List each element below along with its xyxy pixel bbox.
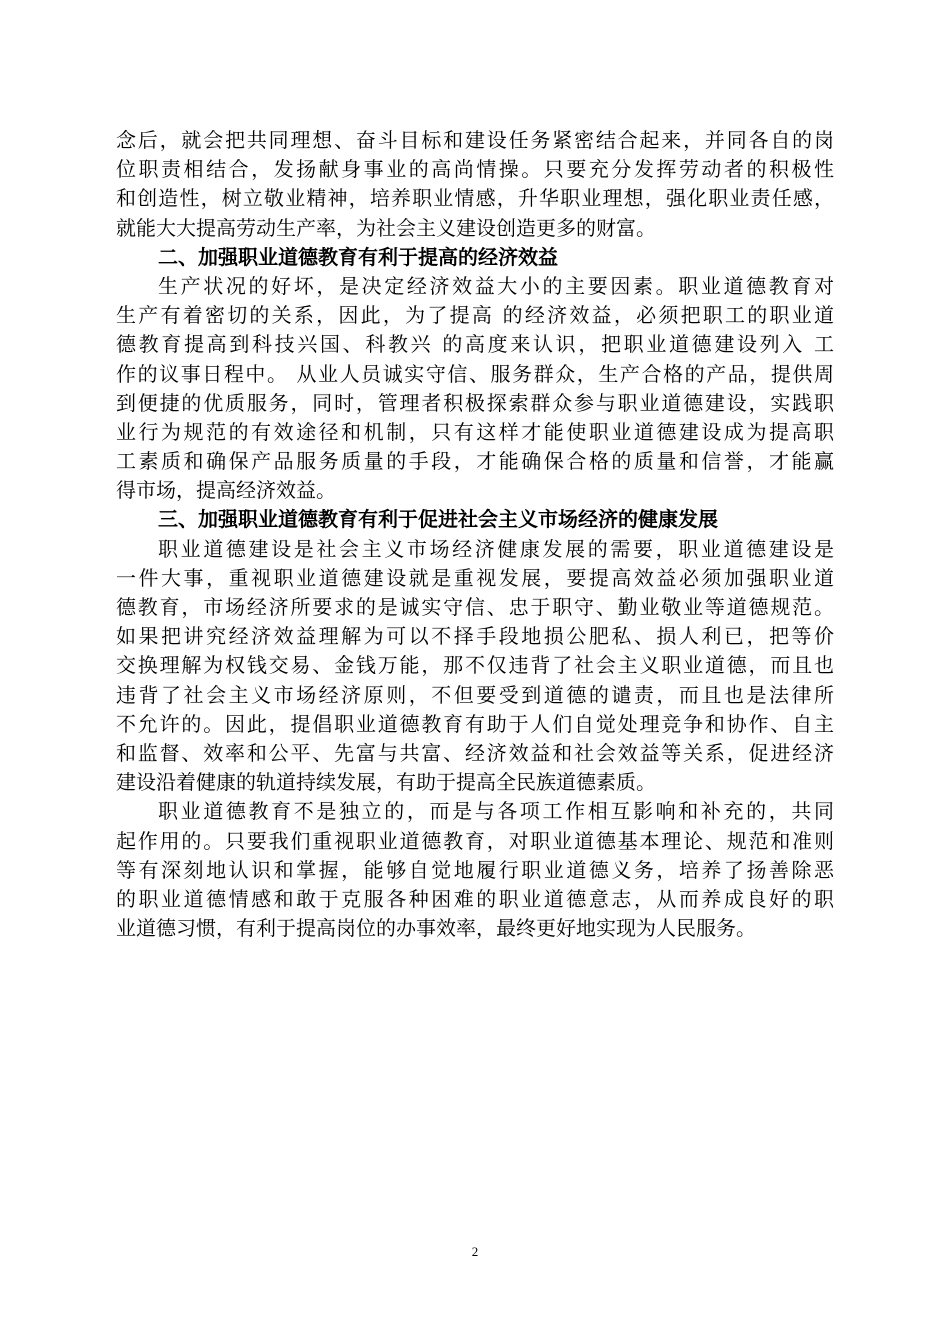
paragraph-line: 职业道德建设是社会主义市场经济健康发展的需要，职业道德建设是: [158, 536, 834, 561]
paragraph-line: 德教育提高到科技兴国、科教兴 的高度来认识，把职业道德建设列入 工: [116, 332, 834, 357]
paragraph-line: 建设沿着健康的轨道持续发展，有助于提高全民族道德素质。: [116, 770, 656, 795]
paragraph-line: 不允许的。因此，提倡职业道德教育有助于人们自觉处理竞争和协作、自主: [116, 711, 834, 736]
paragraph-line: 一件大事，重视职业道德建设就是重视发展，要提高效益必须加强职业道: [116, 565, 834, 590]
paragraph-line: 和创造性，树立敬业精神，培养职业情感，升华职业理想，强化职业责任感，: [116, 186, 834, 211]
paragraph-line: 起作用的。只要我们重视职业道德教育，对职业道德基本理论、规范和准则: [116, 828, 834, 853]
paragraph-line: 交换理解为权钱交易、金钱万能，那不仅违背了社会主义职业道德，而且也: [116, 653, 834, 678]
paragraph-line: 等有深刻地认识和掌握，能够自觉地履行职业道德义务，培养了扬善除恶: [116, 857, 834, 882]
paragraph-line: 生产有着密切的关系，因此，为了提高 的经济效益，必须把职工的职业道: [116, 303, 834, 328]
paragraph-line: 和监督、效率和公平、先富与共富、经济效益和社会效益等关系，促进经济: [116, 740, 834, 765]
paragraph-line: 得市场，提高经济效益。: [116, 478, 336, 503]
page-number: 2: [471, 1244, 479, 1259]
paragraph-line: 工素质和确保产品服务质量的手段，才能确保合格的质量和信誉，才能赢: [116, 449, 834, 474]
paragraph-line: 位职责相结合，发扬献身事业的高尚情操。只要充分发挥劳动者的积极性: [116, 157, 834, 182]
paragraph-line: 违背了社会主义市场经济原则，不但要受到道德的谴责，而且也是法律所: [116, 682, 834, 707]
paragraph-line: 作的议事日程中。 从业人员诚实守信、服务群众，生产合格的产品，提供周: [116, 361, 834, 386]
paragraph-line: 到便捷的优质服务，同时，管理者积极探索群众参与职业道德建设，实践职: [116, 390, 834, 415]
paragraph-line: 生产状况的好坏，是决定经济效益大小的主要因素。职业道德教育对: [158, 273, 834, 298]
paragraph-line: 德教育，市场经济所要求的是诚实守信、忠于职守、勤业敬业等道德规范。: [116, 595, 834, 619]
paragraph-line: 业道德习惯，有利于提高岗位的办事效率，最终更好地实现为人民服务。: [116, 916, 756, 941]
paragraph-line: 职业道德教育不是独立的，而是与各项工作相互影响和补充的，共同: [158, 799, 834, 824]
paragraph-line: 如果把讲究经济效益理解为可以不择手段地损公肥私、损人利已，把等价: [116, 624, 834, 649]
paragraph-line: 业行为规范的有效途径和机制，只有这样才能使职业道德建设成为提高职: [116, 419, 834, 444]
document-body: [116, 126, 834, 943]
section-heading: 三、加强职业道德教育有利于促进社会主义市场经济的健康发展: [158, 507, 718, 532]
paragraph-line: 就能大大提高劳动生产率，为社会主义建设创造更多的财富。: [116, 215, 656, 240]
paragraph-line: 的职业道德情感和敢于克服各种困难的职业道德意志，从而养成良好的职: [116, 886, 834, 911]
paragraph-line: 念后，就会把共同理想、奋斗目标和建设任务紧密结合起来，并同各自的岗: [116, 128, 834, 152]
section-heading: 二、加强职业道德教育有利于提高的经济效益: [158, 244, 558, 269]
